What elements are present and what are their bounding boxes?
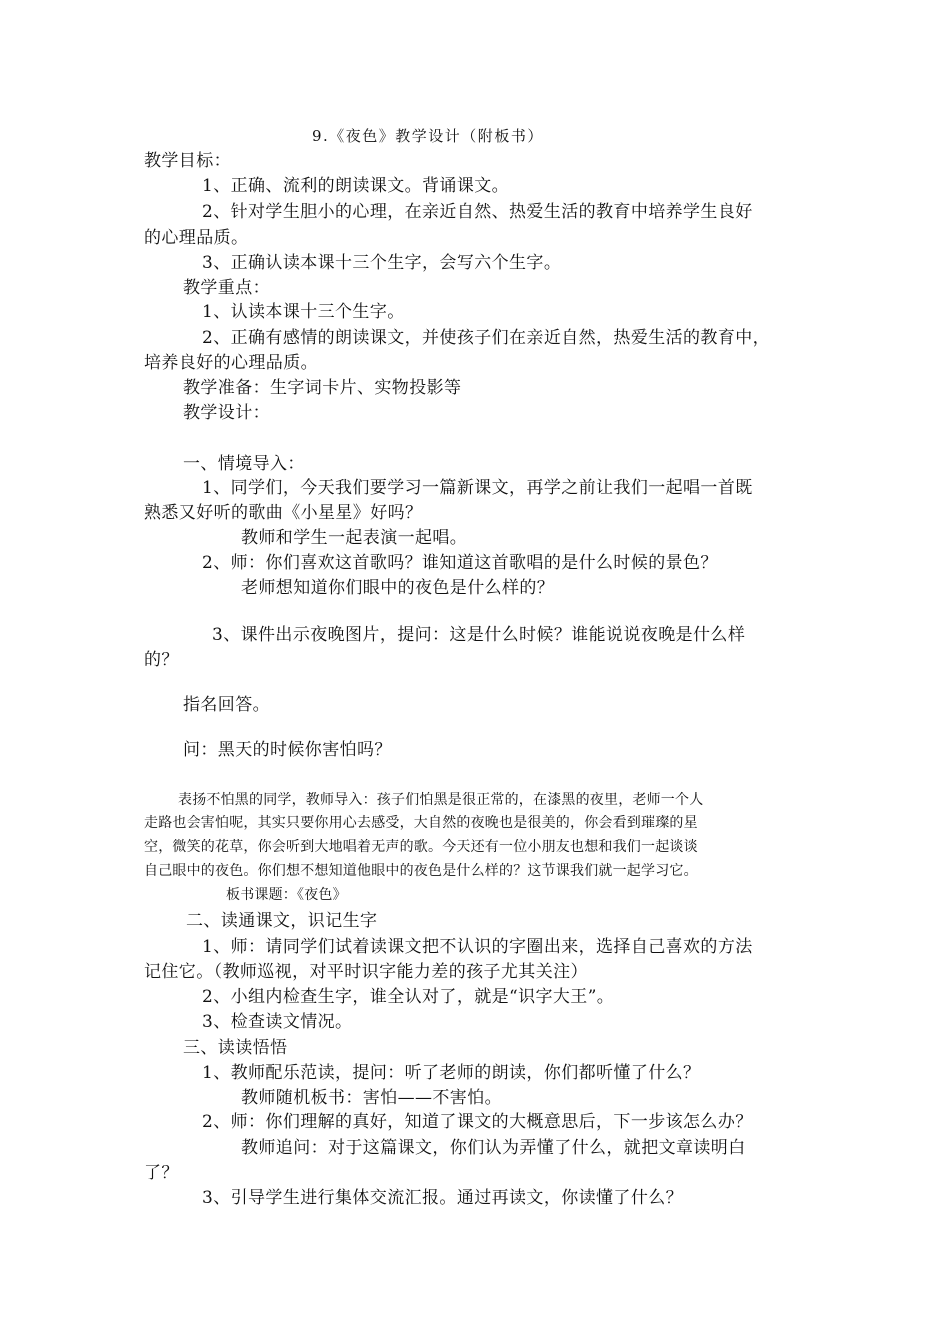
praise-line-4: 自己眼中的夜色。你们想不想知道他眼中的夜色是什么样的？这节课我们就一起学习它。 [144,863,698,879]
praise-line-2: 走路也会害怕呢，其实只要你用心去感受，大自然的夜晚也是很美的，你会看到璀璨的星 [144,815,698,831]
section-1-para-1-line-2: 熟悉又好听的歌曲《小星星》好吗？ [144,503,423,523]
key-1: 1、认读本课十三个生字。 [202,302,405,322]
goal-2-line-1: 2、针对学生胆小的心理，在亲近自然、热爱生活的教育中培养学生良好 [202,202,753,222]
design-heading: 教学设计： [183,403,270,423]
section-3-para-3: 3、引导学生进行集体交流汇报。通过再读文，你读懂了什么？ [202,1188,684,1208]
section-3-para-1-board: 教师随机板书：害怕——不害怕。 [241,1088,502,1108]
praise-line-1: 表扬不怕黑的同学，教师导入：孩子们怕黑是很正常的，在漆黑的夜里，老师一个人 [178,792,704,808]
section-3-heading: 三、读读悟悟 [183,1038,288,1058]
goal-2-line-2: 的心理品质。 [144,228,249,248]
section-1-para-3-line-1: 3、课件出示夜晚图片，提问：这是什么时候？谁能说说夜晚是什么样 [212,625,746,645]
section-1-para-2-line-2: 老师想知道你们眼中的夜色是什么样的？ [241,578,555,598]
section-2-para-2: 2、小组内检查生字，谁全认对了，就是“识字大王”。 [202,987,615,1007]
board-title: 板书课题：《夜色》 [226,887,347,903]
section-3-para-1: 1、教师配乐范读，提问：听了老师的朗读，你们都听懂了什么？ [202,1063,701,1083]
section-2-heading: 二、读通课文，识记生字 [186,911,378,931]
section-2-para-1-line-2: 记住它。（教师巡视，对平时识字能力差的孩子尤其关注） [144,962,588,982]
goal-3: 3、正确认读本课十三个生字，会写六个生字。 [202,253,562,273]
document-title: 9.《夜色》教学设计（附板书） [312,127,544,145]
goals-heading: 教学目标： [144,151,231,171]
section-1-para-2-line-1: 2、师：你们喜欢这首歌吗？谁知道这首歌唱的是什么时候的景色？ [202,553,718,573]
section-1-para-1-line-3: 教师和学生一起表演一起唱。 [241,528,468,548]
key-2-line-2: 培养良好的心理品质。 [144,353,318,373]
key-heading: 教学重点： [183,278,270,298]
key-2-line-1: 2、正确有感情的朗读课文，并使孩子们在亲近自然，热爱生活的教育中， [202,328,771,348]
section-3-para-2: 2、师：你们理解的真好，知道了课文的大概意思后，下一步该怎么办？ [202,1112,753,1132]
teaching-prep: 教学准备：生字词卡片、实物投影等 [183,378,462,398]
section-3-para-2-follow-line-2: 了？ [144,1163,179,1183]
goal-1: 1、正确、流利的朗读课文。背诵课文。 [202,176,510,196]
section-2-para-1-line-1: 1、师：请同学们试着读课文把不认识的字圈出来，选择自己喜欢的方法 [202,937,753,957]
praise-line-3: 空，微笑的花草，你会听到大地唱着无声的歌。今天还有一位小朋友也想和我们一起谈谈 [144,839,698,855]
section-1-para-3-line-2: 的？ [144,650,179,670]
section-2-para-3: 3、检查读文情况。 [202,1012,353,1032]
section-1-heading: 一、情境导入： [183,454,305,474]
section-3-para-2-follow-line-1: 教师追问：对于这篇课文，你们认为弄懂了什么，就把文章读明白 [241,1138,746,1158]
section-1-answer: 指名回答。 [183,695,270,715]
section-1-question: 问：黑天的时候你害怕吗？ [183,740,392,760]
section-1-para-1-line-1: 1、同学们，今天我们要学习一篇新课文，再学之前让我们一起唱一首既 [202,478,753,498]
